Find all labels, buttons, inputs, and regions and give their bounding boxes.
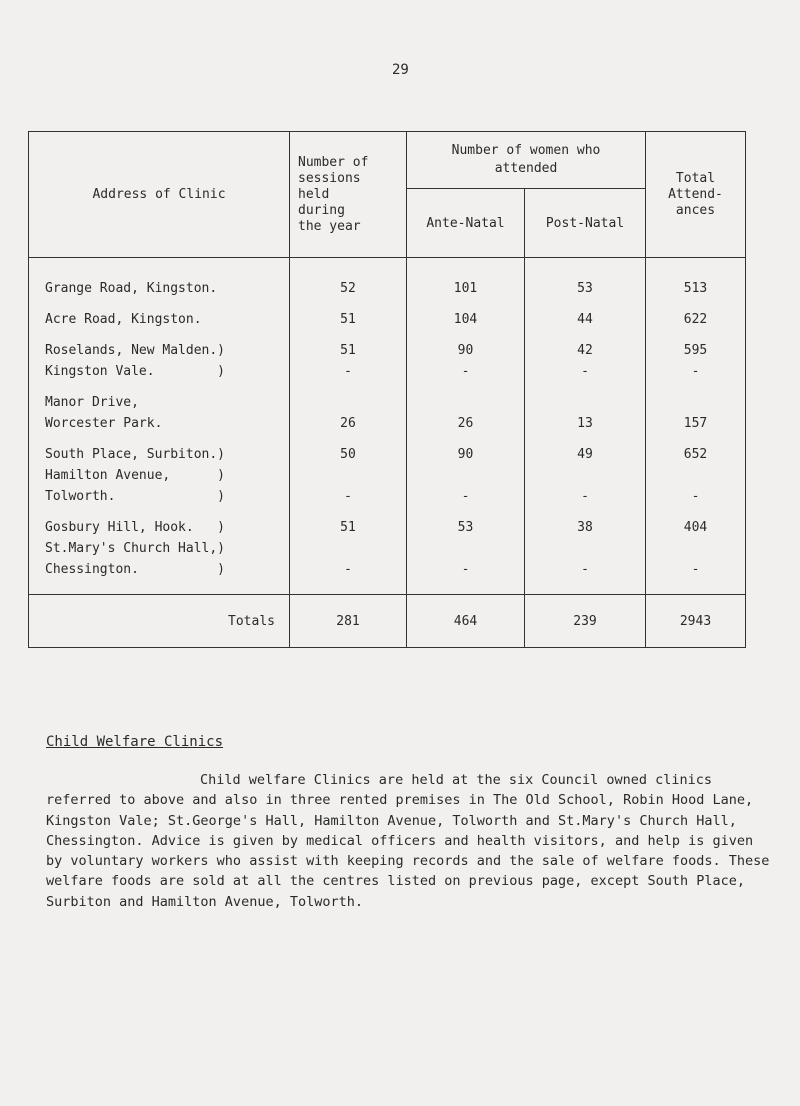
totals-ante-natal: 464 xyxy=(407,595,525,648)
cell-ante-natal: 53 - xyxy=(407,513,525,586)
clinic-attendance-table xyxy=(28,131,746,648)
cell-address: Acre Road, Kingston. xyxy=(29,305,290,336)
header-women-attended: Number of women who attended xyxy=(407,132,646,189)
cell-post-natal: 42 - xyxy=(525,336,646,388)
section-paragraph: Child welfare Clinics are held at the six Council owned clinics referred to above and also in three rented premises in The Old School, Robin Hood Lane, Kingston Vale; St.George's Hall, Hamilton Avenue, Tolworth and St.Mary's Church Hall, Chessington. Advice is given by medical officers and health visitors, and help is given by voluntary workers who assist with keeping records and the sale of welfare foods. These welfare foods are sold at all the centres listed on previous page, except South Place, Surbiton and Hamilton Avenue, Tolworth. xyxy=(46,772,770,910)
cell-post-natal: 38 - xyxy=(525,513,646,586)
cell-total: 652 - xyxy=(646,440,746,513)
section-heading: Child Welfare Clinics xyxy=(46,734,224,750)
cell-address: Gosbury Hill, Hook. ) St.Mary's Church Hall,) Chessington. ) xyxy=(29,513,290,586)
table-row xyxy=(29,258,746,306)
table-row xyxy=(29,388,746,440)
cell-sessions: 51 - xyxy=(290,336,407,388)
cell-total: 157 xyxy=(646,388,746,440)
cell-post-natal: 44 xyxy=(525,305,646,336)
cell-ante-natal: 90 - xyxy=(407,440,525,513)
cell-ante-natal: 26 xyxy=(407,388,525,440)
header-ante-natal: Ante-Natal xyxy=(407,189,525,258)
cell-total: 404 - xyxy=(646,513,746,586)
cell-sessions: 51 xyxy=(290,305,407,336)
cell-sessions: 26 xyxy=(290,388,407,440)
table-row xyxy=(29,336,746,388)
cell-post-natal: 13 xyxy=(525,388,646,440)
cell-address: Roselands, New Malden.) Kingston Vale. ) xyxy=(29,336,290,388)
cell-sessions: 52 xyxy=(290,258,407,306)
cell-total: 622 xyxy=(646,305,746,336)
totals-row xyxy=(29,595,746,648)
cell-address: Grange Road, Kingston. xyxy=(29,258,290,306)
cell-ante-natal: 90 - xyxy=(407,336,525,388)
totals-sessions: 281 xyxy=(290,595,407,648)
cell-ante-natal: 104 xyxy=(407,305,525,336)
page-number: 29 xyxy=(392,62,409,78)
totals-label: Totals xyxy=(29,595,290,648)
header-sessions: Number of sessions held during the year xyxy=(290,132,407,258)
cell-sessions: 51 - xyxy=(290,513,407,586)
totals-total: 2943 xyxy=(646,595,746,648)
cell-address: Manor Drive, Worcester Park. xyxy=(29,388,290,440)
cell-address: South Place, Surbiton.) Hamilton Avenue, ) Tolworth. ) xyxy=(29,440,290,513)
header-total-attendances: Total Attend- ances xyxy=(646,132,746,258)
header-address: Address of Clinic xyxy=(29,132,290,258)
table-row xyxy=(29,305,746,336)
cell-total: 513 xyxy=(646,258,746,306)
cell-total: 595 - xyxy=(646,336,746,388)
table-spacer-row xyxy=(29,586,746,595)
totals-post-natal: 239 xyxy=(525,595,646,648)
cell-post-natal: 49 - xyxy=(525,440,646,513)
header-post-natal: Post-Natal xyxy=(525,189,646,258)
table-row xyxy=(29,513,746,586)
cell-sessions: 50 - xyxy=(290,440,407,513)
table-row xyxy=(29,440,746,513)
cell-ante-natal: 101 xyxy=(407,258,525,306)
cell-post-natal: 53 xyxy=(525,258,646,306)
